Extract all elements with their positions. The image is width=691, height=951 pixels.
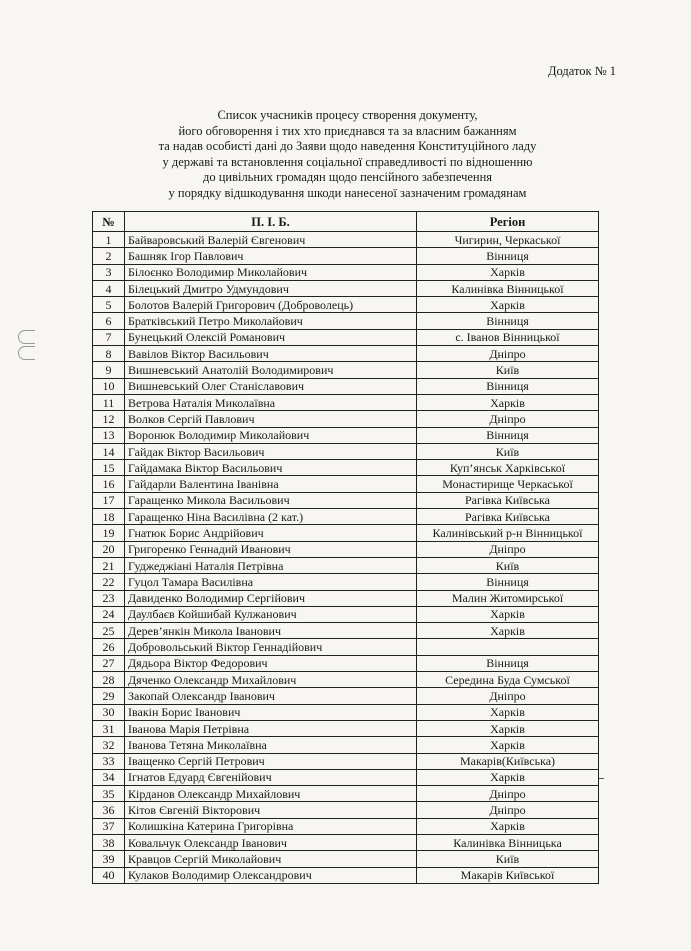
table-row bbox=[93, 248, 599, 264]
header-number: № bbox=[93, 212, 125, 232]
row-name: Гайдак Віктор Васильович bbox=[125, 443, 417, 459]
row-name: Григоренко Геннадий Иванович bbox=[125, 541, 417, 557]
table-row bbox=[93, 427, 599, 443]
row-region: Дніпро bbox=[417, 411, 599, 427]
table-row bbox=[93, 557, 599, 573]
row-number: 6 bbox=[93, 313, 125, 329]
row-name: Іванова Марія Петрівна bbox=[125, 720, 417, 736]
row-name: Вишневський Анатолій Володимирович bbox=[125, 362, 417, 378]
row-name: Ковальчук Олександр Іванович bbox=[125, 834, 417, 850]
row-number: 4 bbox=[93, 280, 125, 296]
table-row bbox=[93, 720, 599, 736]
table-row bbox=[93, 232, 599, 248]
table-row bbox=[93, 509, 599, 525]
table-row bbox=[93, 280, 599, 296]
table-row bbox=[93, 329, 599, 345]
title-line: та надав особисті дані до Заяви щодо наведення Конституційного ладу bbox=[158, 139, 537, 154]
row-name: Давиденко Володимир Сергійович bbox=[125, 590, 417, 606]
table-row bbox=[93, 704, 599, 720]
table-row bbox=[93, 476, 599, 492]
table-row bbox=[93, 802, 599, 818]
table-row bbox=[93, 753, 599, 769]
row-region: Вінниця bbox=[417, 655, 599, 671]
row-name: Ігнатов Едуард Євгенійович bbox=[125, 769, 417, 785]
row-name: Білецький Дмитро Удмундович bbox=[125, 280, 417, 296]
participants-table bbox=[92, 211, 599, 884]
row-region: Харків bbox=[417, 737, 599, 753]
row-number: 34 bbox=[93, 769, 125, 785]
table-row bbox=[93, 443, 599, 459]
row-number: 39 bbox=[93, 851, 125, 867]
row-number: 26 bbox=[93, 639, 125, 655]
row-region: Київ bbox=[417, 851, 599, 867]
row-region: Калинівка Вінницької bbox=[417, 280, 599, 296]
row-name: Гаращенко Ніна Василівна (2 кат.) bbox=[125, 509, 417, 525]
row-number: 18 bbox=[93, 509, 125, 525]
row-region: Макарів(Київська) bbox=[417, 753, 599, 769]
table-row bbox=[93, 264, 599, 280]
row-number: 24 bbox=[93, 606, 125, 622]
row-region: Харків bbox=[417, 623, 599, 639]
row-region: Харків bbox=[417, 606, 599, 622]
table-row bbox=[93, 867, 599, 883]
row-name: Гайдамака Віктор Васильович bbox=[125, 460, 417, 476]
row-name: Гуджеджіані Наталія Петрівна bbox=[125, 557, 417, 573]
table-row bbox=[93, 639, 599, 655]
row-region: Калинівка Вінницька bbox=[417, 834, 599, 850]
row-region: Харків bbox=[417, 704, 599, 720]
table-row bbox=[93, 574, 599, 590]
row-region: Калинівський р-н Вінницької bbox=[417, 525, 599, 541]
row-region: Київ bbox=[417, 557, 599, 573]
table-header-row bbox=[93, 212, 599, 232]
row-region: Харків bbox=[417, 769, 599, 785]
title-line: Список учасників процесу створення документу, bbox=[217, 108, 478, 122]
row-number: 11 bbox=[93, 394, 125, 410]
table-row bbox=[93, 313, 599, 329]
row-region bbox=[417, 639, 599, 655]
table-row bbox=[93, 655, 599, 671]
title-line: у державі та встановлення соціальної справедливості по відношенню bbox=[162, 154, 533, 169]
row-number: 31 bbox=[93, 720, 125, 736]
row-name: Кірданов Олександр Михайлович bbox=[125, 786, 417, 802]
row-name: Кравцов Сергій Миколайович bbox=[125, 851, 417, 867]
table-row bbox=[93, 297, 599, 313]
table-row bbox=[93, 769, 599, 785]
row-region: Вінниця bbox=[417, 427, 599, 443]
row-name: Вишневський Олег Станіславович bbox=[125, 378, 417, 394]
row-name: Івакін Борис Іванович bbox=[125, 704, 417, 720]
row-region: Дніпро bbox=[417, 802, 599, 818]
table-row bbox=[93, 590, 599, 606]
row-number: 37 bbox=[93, 818, 125, 834]
row-name: Даулбаєв Койшибай Кулжанович bbox=[125, 606, 417, 622]
row-name: Іванова Тетяна Миколаївна bbox=[125, 737, 417, 753]
row-name: Байваровський Валерій Євгенович bbox=[125, 232, 417, 248]
table-row bbox=[93, 688, 599, 704]
table-row bbox=[93, 834, 599, 850]
row-name: Дерев’янкін Микола Іванович bbox=[125, 623, 417, 639]
row-name: Білоєнко Володимир Миколайович bbox=[125, 264, 417, 280]
row-number: 21 bbox=[93, 557, 125, 573]
row-region: Вінниця bbox=[417, 378, 599, 394]
row-region: Дніпро bbox=[417, 688, 599, 704]
row-region: Монастирище Черкаської bbox=[417, 476, 599, 492]
row-number: 20 bbox=[93, 541, 125, 557]
row-name: Бунецький Олексій Романович bbox=[125, 329, 417, 345]
row-number: 3 bbox=[93, 264, 125, 280]
row-region: Дніпро bbox=[417, 346, 599, 362]
row-region: Чигирин, Черкаської bbox=[417, 232, 599, 248]
row-name: Дядьора Віктор Федорович bbox=[125, 655, 417, 671]
row-name: Гуцол Тамара Василівна bbox=[125, 574, 417, 590]
row-number: 19 bbox=[93, 525, 125, 541]
table-row bbox=[93, 606, 599, 622]
row-number: 7 bbox=[93, 329, 125, 345]
row-number: 30 bbox=[93, 704, 125, 720]
row-region: Макарів Київської bbox=[417, 867, 599, 883]
row-name: Гаращенко Микола Васильович bbox=[125, 492, 417, 508]
row-region: Харків bbox=[417, 720, 599, 736]
row-region: Харків bbox=[417, 818, 599, 834]
row-name: Гнатюк Борис Андрійович bbox=[125, 525, 417, 541]
row-region: с. Іванов Вінницької bbox=[417, 329, 599, 345]
table-row bbox=[93, 362, 599, 378]
table-row bbox=[93, 786, 599, 802]
row-number: 15 bbox=[93, 460, 125, 476]
table-row bbox=[93, 394, 599, 410]
row-number: 10 bbox=[93, 378, 125, 394]
row-number: 22 bbox=[93, 574, 125, 590]
table-row bbox=[93, 378, 599, 394]
row-region: Дніпро bbox=[417, 541, 599, 557]
row-region: Дніпро bbox=[417, 786, 599, 802]
annex-label: Додаток № 1 bbox=[548, 64, 617, 78]
row-region: Вінниця bbox=[417, 248, 599, 264]
row-region: Рагівка Київська bbox=[417, 509, 599, 525]
row-number: 8 bbox=[93, 346, 125, 362]
row-region: Харків bbox=[417, 394, 599, 410]
table-row bbox=[93, 818, 599, 834]
row-name: Ветрова Наталія Миколаївна bbox=[125, 394, 417, 410]
table-row bbox=[93, 672, 599, 688]
row-number: 17 bbox=[93, 492, 125, 508]
row-number: 9 bbox=[93, 362, 125, 378]
table-row bbox=[93, 460, 599, 476]
row-name: Братківський Петро Миколайович bbox=[125, 313, 417, 329]
title-line: до цивільних громадян щодо пенсійного забезпечення bbox=[202, 170, 493, 185]
row-number: 14 bbox=[93, 443, 125, 459]
row-region: Середина Буда Сумської bbox=[417, 672, 599, 688]
row-name: Волков Сергій Павлович bbox=[125, 411, 417, 427]
row-number: 29 bbox=[93, 688, 125, 704]
header-region: Регіон bbox=[417, 212, 599, 232]
row-name: Гайдарли Валентина Іванівна bbox=[125, 476, 417, 492]
table-row bbox=[93, 737, 599, 753]
table-row bbox=[93, 851, 599, 867]
row-region: Вінниця bbox=[417, 574, 599, 590]
row-number: 28 bbox=[93, 672, 125, 688]
row-number: 23 bbox=[93, 590, 125, 606]
row-name: Кітов Євгеній Вікторович bbox=[125, 802, 417, 818]
row-number: 2 bbox=[93, 248, 125, 264]
row-name: Воронюк Володимир Миколайович bbox=[125, 427, 417, 443]
table-row bbox=[93, 411, 599, 427]
row-name: Болотов Валерій Григорович (Доброволець) bbox=[125, 297, 417, 313]
row-region: Київ bbox=[417, 443, 599, 459]
row-number: 5 bbox=[93, 297, 125, 313]
title-line: його обговорення і тих хто приєднався та за власним бажанням bbox=[178, 123, 517, 138]
row-name: Іващенко Сергій Петрович bbox=[125, 753, 417, 769]
row-name: Вавілов Віктор Васильович bbox=[125, 346, 417, 362]
row-name: Добровольський Віктор Геннадійович bbox=[125, 639, 417, 655]
table-row bbox=[93, 623, 599, 639]
row-region: Рагівка Київська bbox=[417, 492, 599, 508]
row-number: 27 bbox=[93, 655, 125, 671]
header-name: П. І. Б. bbox=[125, 212, 417, 232]
row-number: 38 bbox=[93, 834, 125, 850]
row-region: Київ bbox=[417, 362, 599, 378]
row-number: 35 bbox=[93, 786, 125, 802]
row-name: Дяченко Олександр Михайлович bbox=[125, 672, 417, 688]
row-number: 16 bbox=[93, 476, 125, 492]
table-row bbox=[93, 525, 599, 541]
punch-hole-mark bbox=[18, 330, 35, 344]
row-region: Вінниця bbox=[417, 313, 599, 329]
row-name: Закопай Олександр Іванович bbox=[125, 688, 417, 704]
document-title bbox=[60, 108, 635, 202]
row-region: Харків bbox=[417, 297, 599, 313]
row-number: 32 bbox=[93, 737, 125, 753]
table-row bbox=[93, 541, 599, 557]
row-region: Куп’янськ Харківської bbox=[417, 460, 599, 476]
row-number: 1 bbox=[93, 232, 125, 248]
row-number: 33 bbox=[93, 753, 125, 769]
row-number: 25 bbox=[93, 623, 125, 639]
row-region: Малин Житомирської bbox=[417, 590, 599, 606]
title-line: у порядку відшкодування шкоди нанесеної зазначеним громадянам bbox=[168, 185, 527, 200]
row-name: Башняк Ігор Павлович bbox=[125, 248, 417, 264]
punch-hole-mark bbox=[18, 346, 35, 360]
row-name: Кулаков Володимир Олександрович bbox=[125, 867, 417, 883]
row-number: 40 bbox=[93, 867, 125, 883]
row-number: 12 bbox=[93, 411, 125, 427]
row-number: 13 bbox=[93, 427, 125, 443]
row-region: Харків bbox=[417, 264, 599, 280]
row-number: 36 bbox=[93, 802, 125, 818]
table-row bbox=[93, 346, 599, 362]
table-row bbox=[93, 492, 599, 508]
row-name: Колишкіна Катерина Григорівна bbox=[125, 818, 417, 834]
